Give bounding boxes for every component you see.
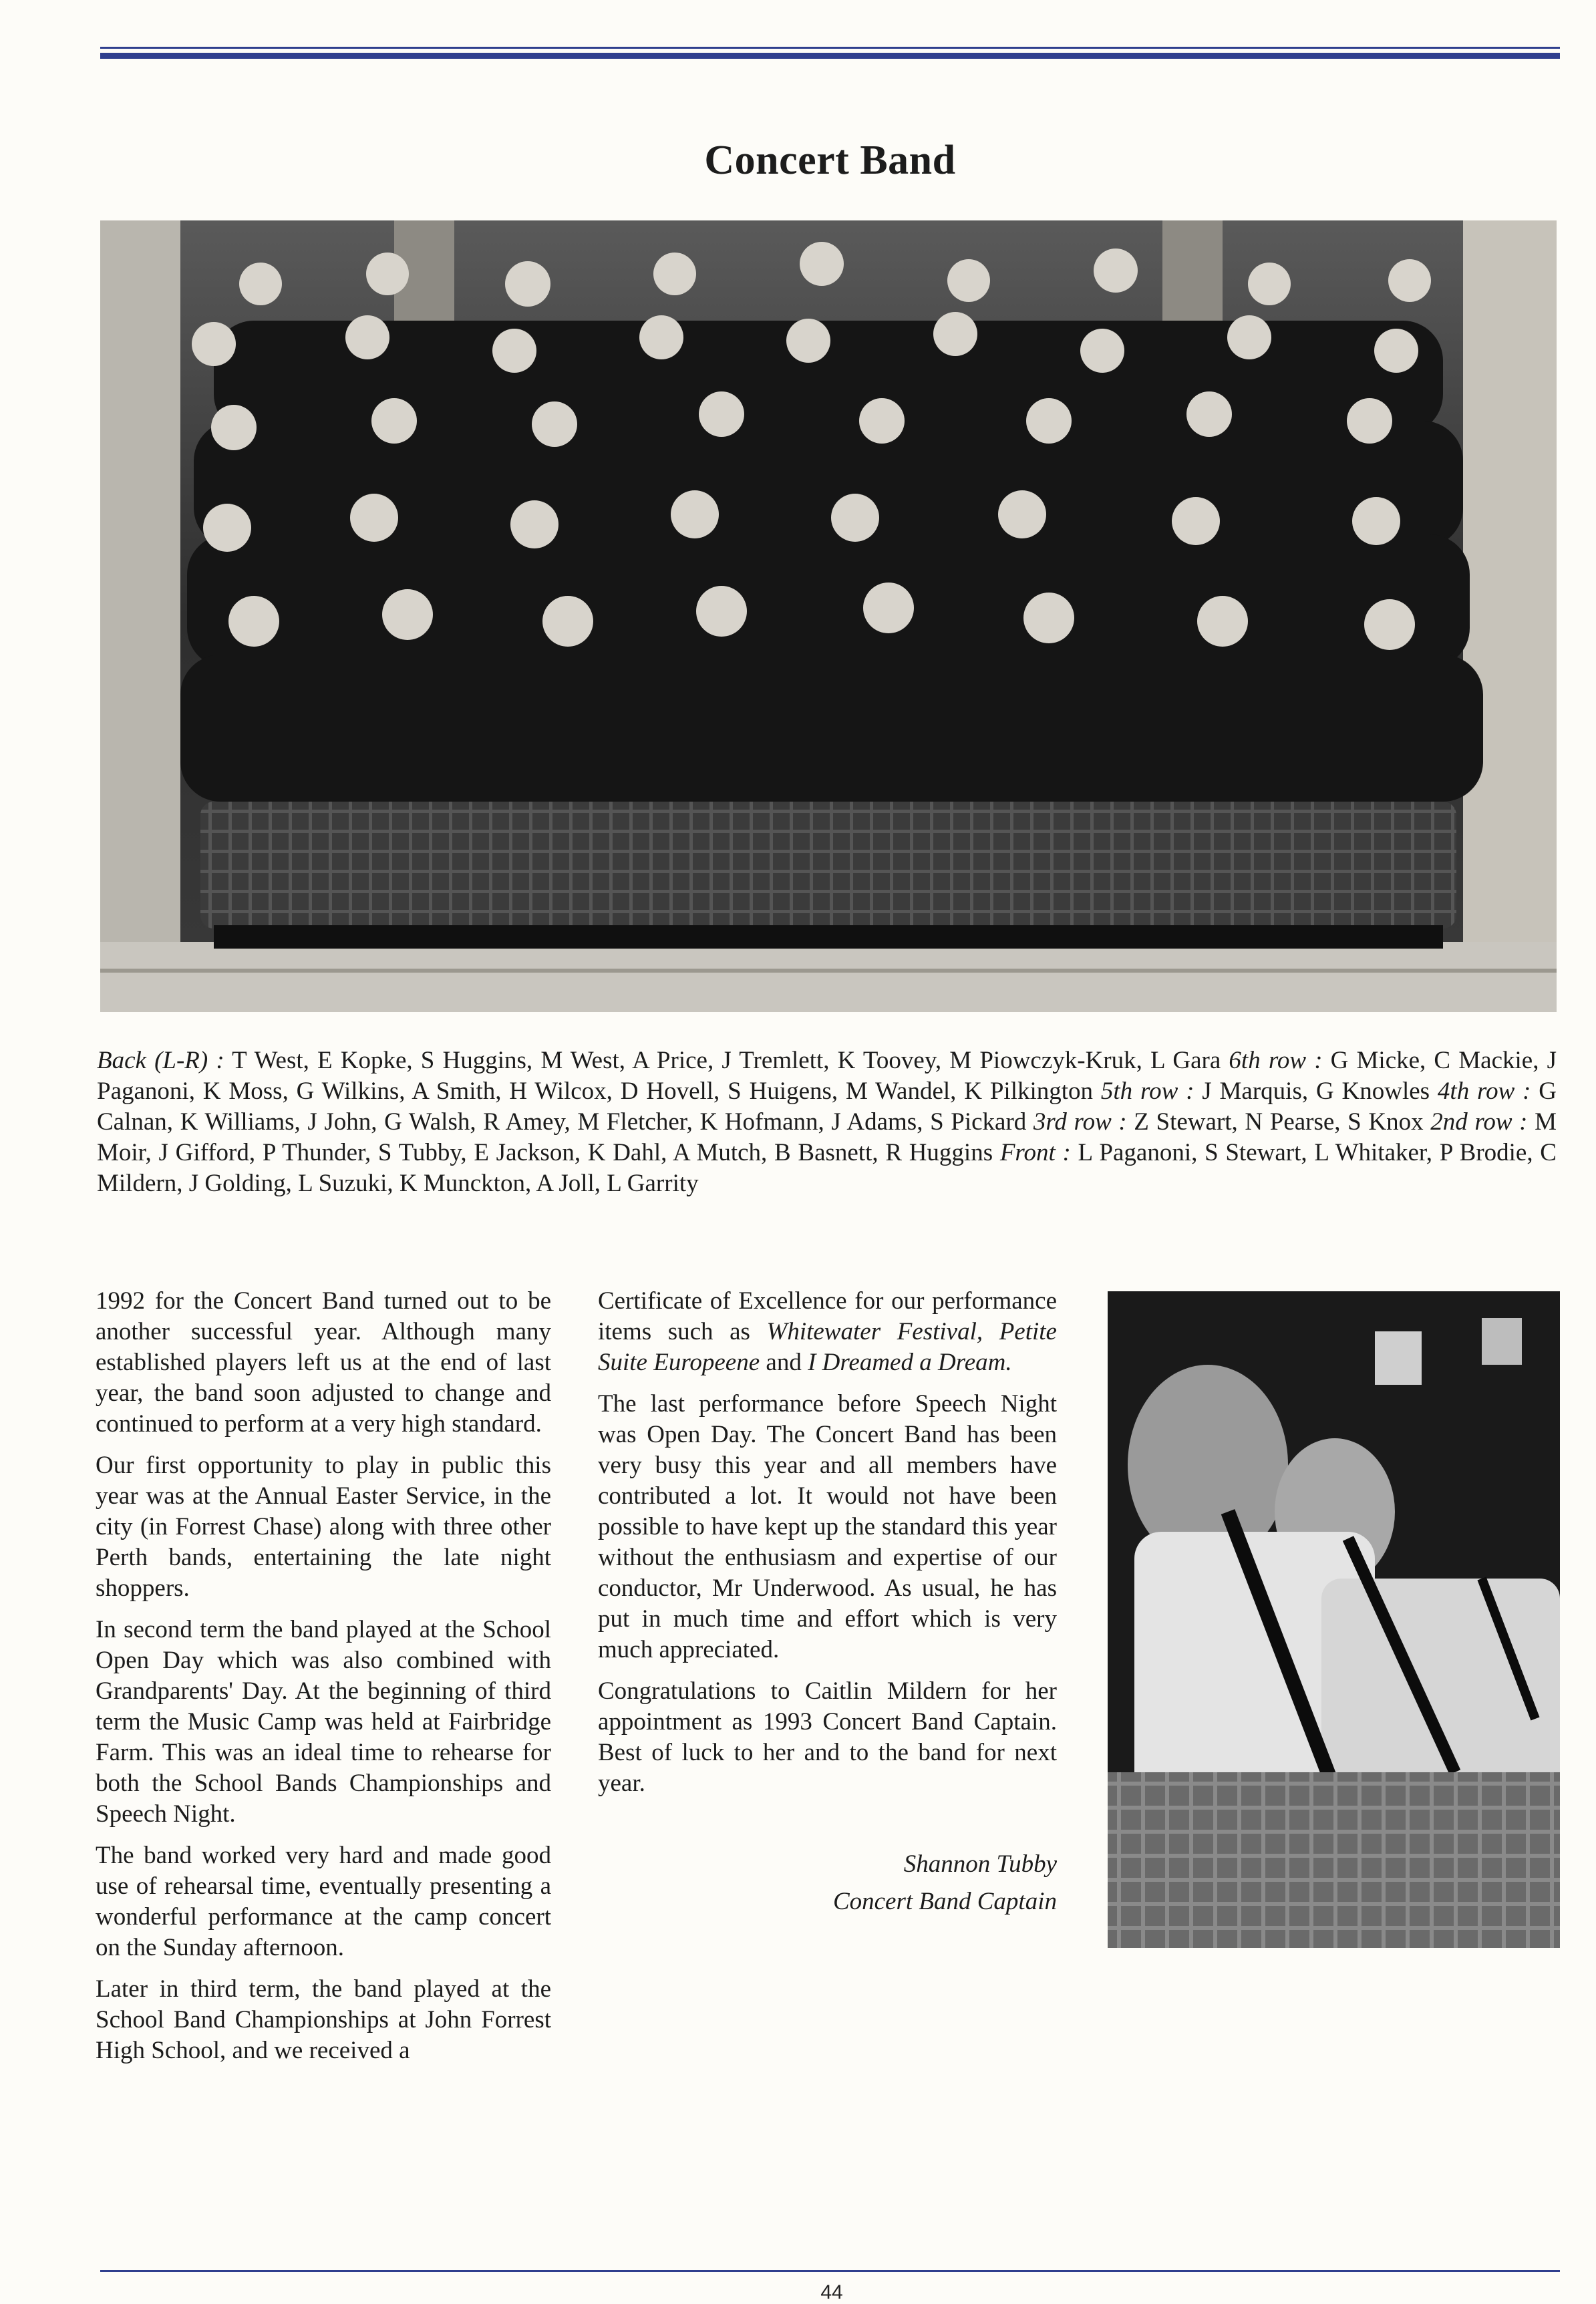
caption-label-front: Front : xyxy=(999,1139,1071,1166)
article-paragraph: Later in third term, the band played at the School Band Championships at John Forrest High School, and we received a xyxy=(96,1975,551,2064)
article-paragraph: Our first opportunity to play in public this year was at the Annual Easter Service, in the city (in Forrest Chase) along with three other Perth bands, entertaining the late night shoppers. xyxy=(96,1452,551,1602)
caption-label-2nd: 2nd row : xyxy=(1430,1108,1528,1136)
caption-label-3rd: 3rd row : xyxy=(1033,1108,1127,1136)
group-photo-image xyxy=(100,220,1557,1012)
group-photo xyxy=(100,220,1557,1012)
caption-names-front: L Paganoni, S Stewart, L Whitaker, P Brodie, C Mildern, J Golding, L Suzuki, K Munckton, A Joll, L Garrity xyxy=(97,1139,1557,1197)
top-rule xyxy=(100,47,1560,59)
signature xyxy=(598,1846,1057,1921)
signature-name: Shannon Tubby xyxy=(903,1850,1057,1878)
caption-label-4th: 4th row : xyxy=(1437,1078,1531,1105)
photo-caption xyxy=(97,1045,1557,1199)
performance-items: Whitewater Festival, Petite Suite Europeene xyxy=(598,1318,1057,1376)
caption-names-3rd: Z Stewart, N Pearse, S Knox xyxy=(1126,1108,1431,1136)
article-column-2 xyxy=(598,1286,1057,1921)
band-photo xyxy=(1108,1291,1560,1948)
signature-role: Concert Band Captain xyxy=(832,1888,1057,1915)
caption-label-6th: 6th row : xyxy=(1229,1047,1323,1074)
bottom-rule xyxy=(100,2270,1560,2272)
caption-names-2nd: M Moir, J Gifford, P Thunder, S Tubby, E Jackson, K Dahl, A Mutch, B Basnett, R Huggins xyxy=(97,1108,1557,1166)
article-paragraph: The last performance before Speech Night was Open Day. The Concert Band has been very busy this year and all members have contributed a lot. It would not have been possible to have kept up the standard this year without the enthusiasm and expertise of our conductor, Mr Underwood. As usual, he has put in much time and effort which is very much appreciated. xyxy=(598,1390,1057,1663)
caption-names-back: T West, E Kopke, S Huggins, M West, A Price, J Tremlett, K Toovey, M Piowczyk-Kruk, L Gara xyxy=(224,1047,1229,1074)
caption-names-6th: G Micke, C Mackie, J Paganoni, K Moss, G Wilkins, A Smith, H Wilcox, D Hovell, S Huigens, M Wandel, K Pilkington xyxy=(97,1047,1557,1105)
caption-label-back: Back (L-R) : xyxy=(97,1047,224,1074)
article-column-1 xyxy=(96,1286,551,2077)
article-text: and xyxy=(760,1349,808,1376)
article-paragraph: Congratulations to Caitlin Mildern for her appointment as 1993 Concert Band Captain. Best of luck to her and to the band for next year. xyxy=(598,1677,1057,1797)
band-photo-image xyxy=(1108,1291,1560,1948)
performance-item-last: I Dreamed a Dream. xyxy=(808,1349,1012,1376)
article-paragraph: 1992 for the Concert Band turned out to be another successful year. Although many established players left us at the end of last year, the band soon adjusted to change and continued to perform at a very high standard. xyxy=(96,1287,551,1438)
article-paragraph: In second term the band played at the School Open Day which was also combined with Grandparents' Day. At the beginning of third term the Music Camp was held at Fairbridge Farm. This was an ideal time to rehearse for both the School Bands Championships and Speech Night. xyxy=(96,1616,551,1828)
page-number: 44 xyxy=(820,2281,843,2303)
caption-label-5th: 5th row : xyxy=(1100,1078,1194,1105)
article-paragraph: The band worked very hard and made good use of rehearsal time, eventually presenting a wonderful performance at the camp concert on the Sunday afternoon. xyxy=(96,1842,551,1961)
caption-names-5th: J Marquis, G Knowles xyxy=(1194,1078,1438,1105)
caption-names-4th: G Calnan, K Williams, J John, G Walsh, R Amey, M Fletcher, K Hofmann, J Adams, S Pickard xyxy=(97,1078,1557,1136)
article-text: Certificate of Excellence for our performance items such as xyxy=(598,1287,1057,1345)
article-paragraph xyxy=(598,1286,1057,1378)
page-title: Concert Band xyxy=(704,138,956,183)
